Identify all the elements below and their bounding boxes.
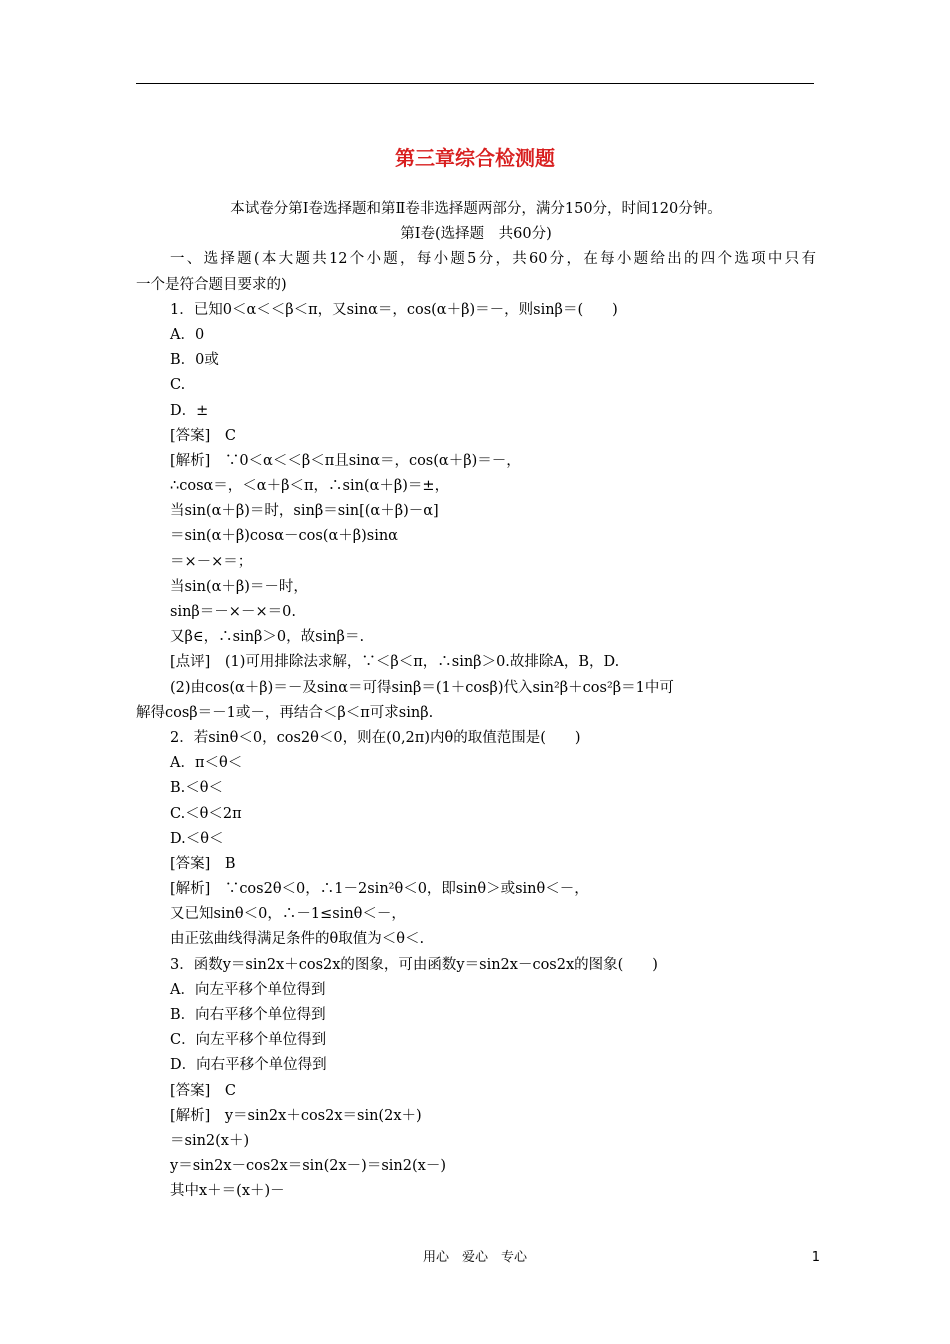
option-d: D．± — [170, 402, 209, 419]
comment-line: 解得cosβ＝－1或－，再结合＜β＜π可求sinβ. — [136, 704, 434, 721]
option-b: B.＜θ＜ — [170, 780, 223, 797]
answer-line: [答案] C — [170, 1082, 236, 1099]
answer-line: [答案] C — [170, 427, 236, 444]
option-a: A．π＜θ＜ — [170, 755, 243, 772]
document-body — [136, 197, 816, 1205]
question-3: 3．函数y＝sin2x＋cos2x的图象，可由函数y＝sin2x－cos2x的图象( ) — [170, 956, 658, 973]
question-2: 2．若sinθ＜0，cos2θ＜0，则在(0,2π)内θ的取值范围是( ) — [170, 729, 581, 746]
analysis-line: [解析] ∵cos2θ＜0，∴1－2sin²θ＜0，即sinθ＞或sinθ＜－， — [170, 881, 589, 898]
analysis-line: 其中x＋＝(x＋)－ — [170, 1183, 285, 1200]
analysis-line: [解析] ∵0＜α＜＜β＜π且sinα＝，cos(α＋β)＝－， — [170, 452, 521, 469]
option-c: C.＜θ＜2π — [170, 805, 242, 822]
analysis-line: 由正弦曲线得满足条件的θ取值为＜θ＜. — [170, 931, 425, 948]
analysis-line: sinβ＝－×－×＝0. — [170, 604, 296, 620]
analysis-line: 又β∈，∴sinβ＞0，故sinβ＝. — [170, 629, 365, 646]
instruction-line: 一、选择题(本大题共12个小题，每小题5分，共60分，在每小题给出的四个选项中只有 — [170, 251, 816, 268]
exam-intro: 本试卷分第Ⅰ卷选择题和第Ⅱ卷非选择题两部分，满分150分，时间120分钟。 — [230, 201, 722, 217]
option-b: B．0或 — [170, 352, 219, 369]
page-number: 1 — [811, 1250, 820, 1265]
option-a: A．0 — [170, 326, 205, 343]
instruction-line: 一个是符合题目要求的) — [136, 276, 287, 293]
page-footer: 用心 爱心 专心 — [422, 1250, 527, 1265]
analysis-line: 当sin(α＋β)＝时，sinβ＝sin[(α＋β)－α] — [170, 503, 439, 520]
analysis-line: 当sin(α＋β)＝－时， — [170, 578, 308, 595]
analysis-line: ∴cosα＝，＜α＋β＜π，∴sin(α＋β)＝±， — [170, 478, 450, 495]
analysis-line: ＝sin2(x＋) — [170, 1132, 250, 1149]
question-1: 1．已知0＜α＜＜β＜π，又sinα＝，cos(α＋β)＝－，则sinβ＝( ) — [170, 301, 618, 318]
answer-line: [答案] B — [170, 855, 236, 872]
analysis-line: y＝sin2x－cos2x＝sin(2x－)＝sin2(x－) — [170, 1158, 446, 1175]
option-d: D．向右平移个单位得到 — [170, 1057, 327, 1074]
analysis-line: ＝×－×＝； — [170, 553, 253, 570]
header-rule — [136, 83, 814, 84]
option-d: D.＜θ＜ — [170, 830, 224, 847]
option-c: C. — [170, 377, 186, 394]
analysis-line: [解析] y＝sin2x＋cos2x＝sin(2x＋) — [170, 1107, 422, 1124]
analysis-line: ＝sin(α＋β)cosα－cos(α＋β)sinα — [170, 528, 398, 545]
option-c: C．向左平移个单位得到 — [170, 1032, 327, 1049]
comment-line: (2)由cos(α＋β)＝－及sinα＝可得sinβ＝(1＋cosβ)代入sin²β＋cos²β＝1中可 — [170, 679, 674, 696]
analysis-line: 又已知sinθ＜0，∴－1≤sinθ＜－， — [170, 906, 406, 923]
section-heading: 第Ⅰ卷(选择题 共60分) — [400, 226, 552, 243]
document-title: 第三章综合检测题 — [395, 146, 555, 170]
option-a: A．向左平移个单位得到 — [170, 981, 326, 998]
comment-line: [点评] (1)可用排除法求解，∵＜β＜π，∴sinβ＞0.故排除A，B，D. — [170, 654, 620, 671]
option-b: B．向右平移个单位得到 — [170, 1007, 326, 1023]
